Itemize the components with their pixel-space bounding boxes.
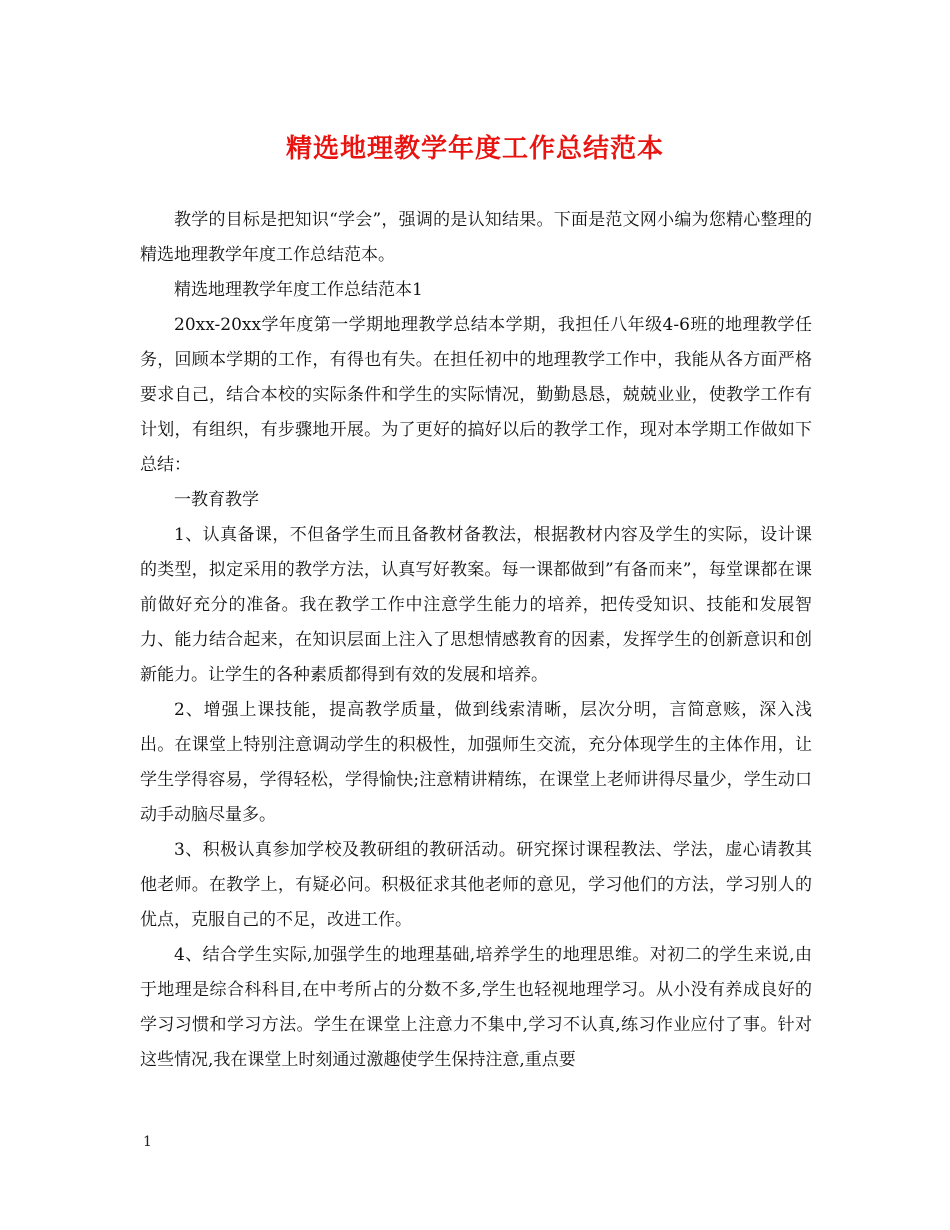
paragraph-section-heading: 一教育教学 [174, 490, 259, 510]
paragraph-subheading: 精选地理教学年度工作总结范本1 [174, 280, 423, 300]
paragraph-intro: 教学的目标是把知识“学会”，强调的是认知结果。下面是范文网小编为您精心整理的精选地理教学年度工作总结范本。 [140, 210, 812, 265]
paragraph-item-1: 1、认真备课，不但备学生而且备教材备教法，根据教材内容及学生的实际，设计课的类型，拟定采用的教学方法，认真写好教案。每一课都做到”有备而来”，每堂课都在课前做好充分的准备。我在教学工作中注意学生能力的培养，把传受知识、技能和发展智力、能力结合起来，在知识层面上注入了思想情感教育的因素，发挥学生的创新意识和创新能力。让学生的各种素质都得到有效的发展和培养。 [140, 525, 812, 685]
paragraph-item-3: 3、积极认真参加学校及教研组的教研活动。研究探讨课程教法、学法，虚心请教其他老师。在教学上，有疑必问。积极征求其他老师的意见，学习他们的方法，学习别人的优点，克服自己的不足，改进工作。 [140, 840, 812, 930]
paragraph-overview: 20xx-20xx学年度第一学期地理教学总结本学期，我担任八年级4-6班的地理教学任务，回顾本学期的工作，有得也有失。在担任初中的地理教学工作中，我能从各方面严格要求自己，结合本校的实际条件和学生的实际情况，勤勤恳恳，兢兢业业，使教学工作有计划，有组织，有步骤地开展。为了更好的搞好以后的教学工作，现对本学期工作做如下总结： [140, 315, 812, 475]
document-title: 精选地理教学年度工作总结范本 [285, 134, 664, 164]
page-number: 1 [143, 1134, 152, 1150]
document-body [140, 203, 812, 1078]
paragraph-item-2: 2、增强上课技能，提高教学质量，做到线索清晰，层次分明，言简意赅，深入浅出。在课堂上特别注意调动学生的积极性，加强师生交流，充分体现学生的主体作用，让学生学得容易，学得轻松，学得愉快;注意精讲精练，在课堂上老师讲得尽量少，学生动口动手动脑尽量多。 [140, 700, 812, 825]
paragraph-item-4: 4、结合学生实际,加强学生的地理基础,培养学生的地理思维。对初二的学生来说,由于地理是综合科科目,在中考所占的分数不多,学生也轻视地理学习。从小没有养成良好的学习习惯和学习方法。学生在课堂上注意力不集中,学习不认真,练习作业应付了事。针对这些情况,我在课堂上时刻通过激趣使学生保持注意,重点要 [140, 945, 812, 1070]
